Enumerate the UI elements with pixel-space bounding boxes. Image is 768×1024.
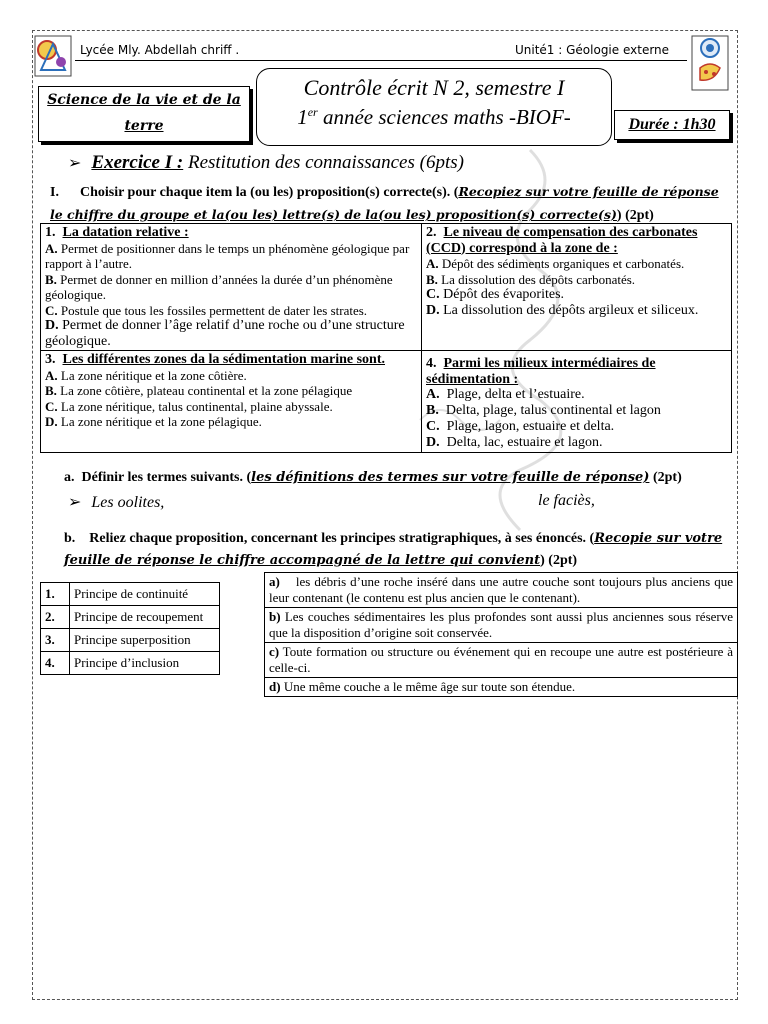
school-logo-icon	[33, 34, 73, 78]
mcq-item-1	[41, 224, 422, 351]
class-year: 1	[297, 105, 308, 129]
mcq-option: D. La zone néritique et la zone pélagique.	[45, 414, 262, 429]
exam-title-box	[256, 68, 612, 146]
statement-text: les débris d’une roche inséré dans une autre couche sont toujours plus anciens que leur contenant (le contenu est plus ancien que le contenant).	[269, 574, 733, 605]
statement-text: Toute formation ou structure ou événement qui en recoupe une autre est postérieure à celle-ci.	[269, 644, 733, 675]
mcq-option: A. Permet de positionner dans le temps un phénomène géologique par rapport à l’autre.	[45, 240, 410, 271]
term-oolites-label: Les oolites,	[91, 494, 165, 511]
mcq-item-title: Le niveau de compensation des carbonates (CCD) correspond à la zone de :	[426, 225, 698, 256]
lab-logo-icon	[690, 34, 730, 92]
mcq-option: C. Dépôt des évaporites.	[426, 287, 565, 302]
part-a-letter: a.	[64, 470, 75, 485]
part-a-text: Définir les termes suivants. (	[81, 470, 252, 485]
statement-text: Une même couche a le même âge sur toute son étendue.	[283, 679, 576, 694]
mcq-option: D. Delta, lac, estuaire et lagon.	[426, 435, 603, 450]
exam-title: Contrôle écrit N 2, semestre I	[303, 75, 565, 100]
mcq-item-number: 1.	[45, 225, 56, 240]
statement-row: a) les débris d’une roche inséré dans une autre couche sont toujours plus anciens que leur contenant (le contenu est plus ancien que le contenant).	[265, 573, 738, 608]
part-b-instruction: Recopie sur votre feuille de réponse le chiffre accompagné de la lettre qui convient	[64, 531, 723, 568]
part-b-letter: b.	[64, 531, 76, 546]
question-I-instruction: Recopiez sur votre feuille de réponse le chiffre du groupe et la(ou les) lettre(s) de la(ou les) proposition(s) correcte(s)	[50, 184, 719, 222]
part-b-instructions	[64, 528, 730, 572]
mcq-option: C. La zone néritique, talus continental, plaine abyssale.	[45, 398, 333, 414]
part-b-points: ) (2pt)	[540, 553, 578, 568]
mcq-item-4	[422, 351, 732, 453]
exam-class	[257, 105, 611, 130]
principle-label: Principe de recoupement	[70, 606, 220, 629]
class-name: année sciences maths -BIOF-	[317, 105, 571, 129]
mcq-item-title: Parmi les milieux intermédiaires de sédimentation :	[426, 356, 656, 387]
mcq-option: D. La dissolution des dépôts argileux et siliceux.	[426, 303, 699, 318]
term-oolites	[68, 492, 164, 512]
mcq-option: B. La dissolution des dépôts carbonatés.	[426, 271, 636, 287]
principle-row: 2. Principe de recoupement	[41, 606, 220, 629]
principle-label: Principe d’inclusion	[70, 652, 220, 675]
duration-badge: Durée : 1h30	[614, 110, 730, 140]
mcq-option: B. La zone côtière, plateau continental et la zone pélagique	[45, 383, 353, 398]
question-I-instructions	[50, 181, 730, 227]
mcq-option: A. Dépôt des sédiments organiques et carbonatés.	[426, 256, 685, 271]
mcq-option: C. Postule que tous les fossiles permettent de dater les strates.	[45, 302, 368, 318]
mcq-option: B. Permet de donner en million d’années la durée d’un phénomène géologique.	[45, 271, 393, 302]
principle-label: Principe superposition	[70, 629, 220, 652]
mcq-item-number: 3.	[45, 352, 56, 367]
part-a-points: (2pt)	[649, 470, 682, 485]
subject-box	[38, 86, 250, 142]
mcq-option: A. La zone néritique et la zone côtière.	[45, 367, 247, 383]
arrow-bullet-icon: ➢	[68, 153, 82, 172]
part-b-text: Reliez chaque proposition, concernant les principes stratigraphiques, à ses énoncés. (	[89, 531, 595, 546]
arrow-bullet-icon: ➢	[68, 492, 82, 511]
mcq-option: C. Plage, lagon, estuaire et delta.	[426, 419, 615, 434]
question-I-text: Choisir pour chaque item la (ou les) proposition(s) correcte(s). (	[79, 185, 459, 200]
principle-row: 4. Principe d’inclusion	[41, 652, 220, 675]
exercise-label: Exercice I :	[91, 152, 184, 173]
question-I-numeral: I.	[50, 185, 59, 200]
mcq-option: A. Plage, delta et l’estuaire.	[426, 387, 585, 402]
question-I-points: ) (2pt)	[616, 208, 654, 223]
mcq-item-number: 2.	[426, 225, 437, 240]
part-a-instruction: les définitions des termes sur votre feuille de réponse)	[251, 470, 650, 485]
term-facies: le faciès,	[538, 492, 595, 509]
part-a-instructions	[64, 470, 682, 486]
subject-line-2: terre	[124, 118, 164, 134]
class-year-suffix: er	[307, 105, 318, 119]
statements-table	[264, 572, 738, 697]
mcq-item-3	[41, 351, 422, 453]
unit-title: Unité1 : Géologie externe	[515, 43, 670, 57]
header-divider	[75, 60, 687, 61]
statement-text: Les couches sédimentaires les plus profondes sont aussi plus anciennes sous réserve que la disposition d’origine soit conservée.	[269, 609, 733, 640]
exercise-heading	[68, 152, 464, 174]
mcq-table	[40, 223, 732, 453]
principle-row: 3. Principe superposition	[41, 629, 220, 652]
mcq-item-2	[422, 224, 732, 351]
mcq-item-number: 4.	[426, 356, 437, 371]
principles-table	[40, 582, 220, 675]
statement-row: d) Une même couche a le même âge sur toute son étendue.	[265, 678, 738, 697]
principle-label: Principe de continuité	[70, 583, 220, 606]
school-name: Lycée Mly. Abdellah chriff .	[80, 43, 240, 57]
mcq-option: D. Permet de donner l’âge relatif d’une roche ou d’une structure géologique.	[45, 318, 405, 349]
exercise-subtitle: Restitution des connaissances (6pts)	[183, 152, 464, 173]
mcq-item-title: La datation relative :	[62, 225, 189, 240]
mcq-option: B. Delta, plage, talus continental et lagon	[426, 403, 661, 418]
principle-row: 1. Principe de continuité	[41, 583, 220, 606]
statement-row: c) Toute formation ou structure ou événement qui en recoupe une autre est postérieure à celle-ci.	[265, 643, 738, 678]
mcq-item-title: Les différentes zones da la sédimentation marine sont.	[62, 352, 385, 367]
statement-row: b) Les couches sédimentaires les plus profondes sont aussi plus anciennes sous réserve que la disposition d’origine soit conservée.	[265, 608, 738, 643]
subject-line-1: Science de la vie et de la	[47, 92, 241, 108]
